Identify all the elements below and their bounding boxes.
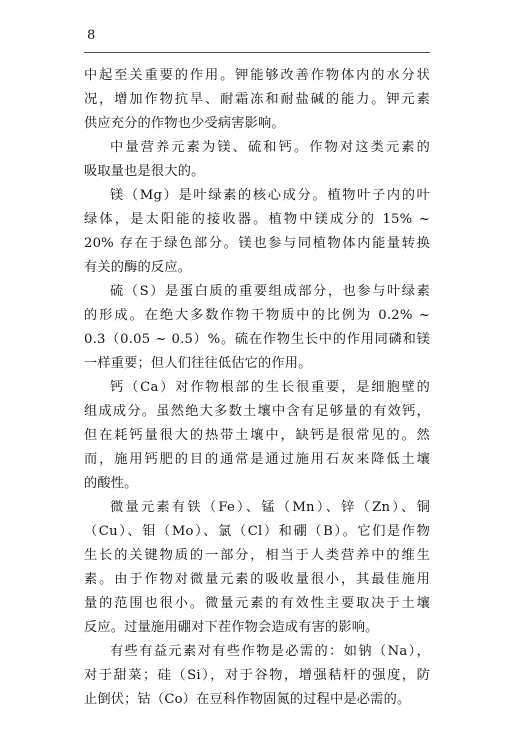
text-line: 微量元素有铁（Fe）、锰（Mn）、锌（Zn）、铜: [110, 500, 430, 515]
text-line: 止倒伏；钴（Co）在豆科作物固氮的过程中是必需的。: [84, 692, 411, 707]
text-line: 而，施用钙肥的目的通常是通过施用石灰来降低土壤: [84, 452, 430, 467]
text-line: 中起至关重要的作用。钾能够改善作物体内的水分状: [84, 68, 430, 83]
text-line: （Cu）、钼（Mo）、氯（Cl）和硼（B）。它们是作物: [84, 524, 430, 539]
text-line: 供应充分的作物也少受病害影响。: [84, 116, 285, 131]
text-line: 20% 存在于绿色部分。镁也参与同植物体内能量转换: [84, 236, 430, 251]
header-rule: [84, 52, 430, 53]
text-line: 0.3（0.05 ~ 0.5）%。硫在作物生长中的作用同磷和镁: [84, 332, 430, 347]
text-line: 钙（Ca）对作物根部的生长很重要，是细胞壁的: [110, 380, 430, 395]
text-line: 镁（Mg）是叶绿素的核心成分。植物叶子内的叶: [110, 188, 430, 203]
text-line: 的酸性。: [84, 476, 138, 491]
text-line: 绿体，是太阳能的接收器。植物中镁成分的 15% ~: [84, 212, 430, 227]
text-line: 吸取量也是很大的。: [84, 164, 205, 179]
text-line: 有些有益元素对有些作物是必需的：如钠（Na），: [110, 644, 430, 659]
text-line: 对于甜菜；硅（Si），对于谷物，增强秸杆的强度，防: [84, 668, 430, 683]
text-line: 况，增加作物抗旱、耐霜冻和耐盐碱的能力。钾元素: [84, 92, 430, 107]
text-line: 有关的酶的反应。: [84, 260, 192, 275]
text-line: 量的范围也很小。微量元素的有效性主要取决于土壤: [84, 596, 430, 611]
text-line: 组成成分。虽然绝大多数土壤中含有足够量的有效钙，: [84, 404, 430, 419]
body-text: [84, 64, 430, 712]
text-line: 反应。过量施用硼对下茬作物会造成有害的影响。: [84, 620, 379, 635]
text-line: 硫（S）是蛋白质的重要组成部分，也参与叶绿素: [110, 284, 430, 299]
text-line: 但在耗钙量很大的热带土壤中，缺钙是很常见的。然: [84, 428, 430, 443]
text-line: 素。由于作物对微量元素的吸收量很小，其最佳施用: [84, 572, 430, 587]
text-line: 中量营养元素为镁、硫和钙。作物对这类元素的: [110, 140, 430, 155]
page-number: 8: [87, 28, 96, 43]
text-line: 生长的关键物质的一部分，相当于人类营养中的维生: [84, 548, 430, 563]
text-line: 的形成。在绝大多数作物干物质中的比例为 0.2% ~: [84, 308, 430, 323]
text-line: 一样重要；但人们往往低估它的作用。: [84, 356, 312, 371]
